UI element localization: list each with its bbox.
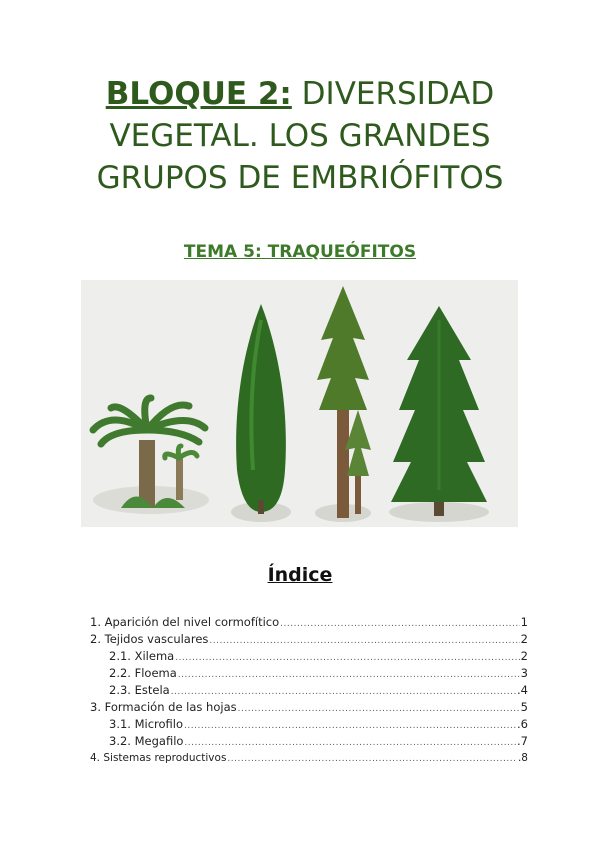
toc-entry-label: 2. Tejidos vasculares [90,632,209,646]
toc-entry-page: 3 [520,666,528,680]
toc-entry-page: .4 [517,683,528,697]
toc-entry[interactable] [90,716,528,733]
toc-entry-label: 2.1. Xilema [109,649,175,663]
table-of-contents [90,614,528,767]
toc-entry-page: 5 [520,700,528,714]
toc-entry-label: 4. Sistemas reproductivos [90,752,227,764]
title-line-1-rest: DIVERSIDAD [291,76,495,112]
toc-entry[interactable] [90,631,528,648]
toc-entry[interactable] [90,648,528,665]
toc-entry[interactable] [90,665,528,682]
index-heading: Índice [267,564,333,586]
trees-illustration [81,280,518,527]
toc-entry-label: 2.2. Floema [109,666,177,680]
toc-entry-label: 3.1. Microfilo [109,717,184,731]
toc-entry-page: 1 [520,615,528,629]
toc-entry-page: .6 [517,717,528,731]
toc-entry-label: 1. Aparición del nivel cormofítico [90,615,280,629]
toc-entry[interactable] [90,750,528,767]
toc-entry[interactable] [90,733,528,750]
document-title [40,73,560,199]
topic-subtitle: TEMA 5: TRAQUEÓFITOS [183,242,417,262]
title-line-2: VEGETAL. LOS GRANDES [109,118,491,154]
toc-entry-page: 2 [520,632,528,646]
title-line-3: GRUPOS DE EMBRIÓFITOS [96,160,504,196]
toc-entry[interactable] [90,614,528,631]
title-lead: BLOQUE 2: [105,76,292,112]
toc-entry-page: .8 [517,752,528,764]
toc-leader-dots [227,751,517,768]
toc-entry-label: 2.3. Estela [109,683,170,697]
toc-entry[interactable] [90,682,528,699]
toc-entry[interactable] [90,699,528,716]
toc-entry-page: 2 [520,649,528,663]
toc-entry-label: 3.2. Megafilo [109,734,184,748]
toc-entry-label: 3. Formación de las hojas [90,700,237,714]
toc-entry-page: .7 [517,734,528,748]
title-line-1 [40,73,560,115]
